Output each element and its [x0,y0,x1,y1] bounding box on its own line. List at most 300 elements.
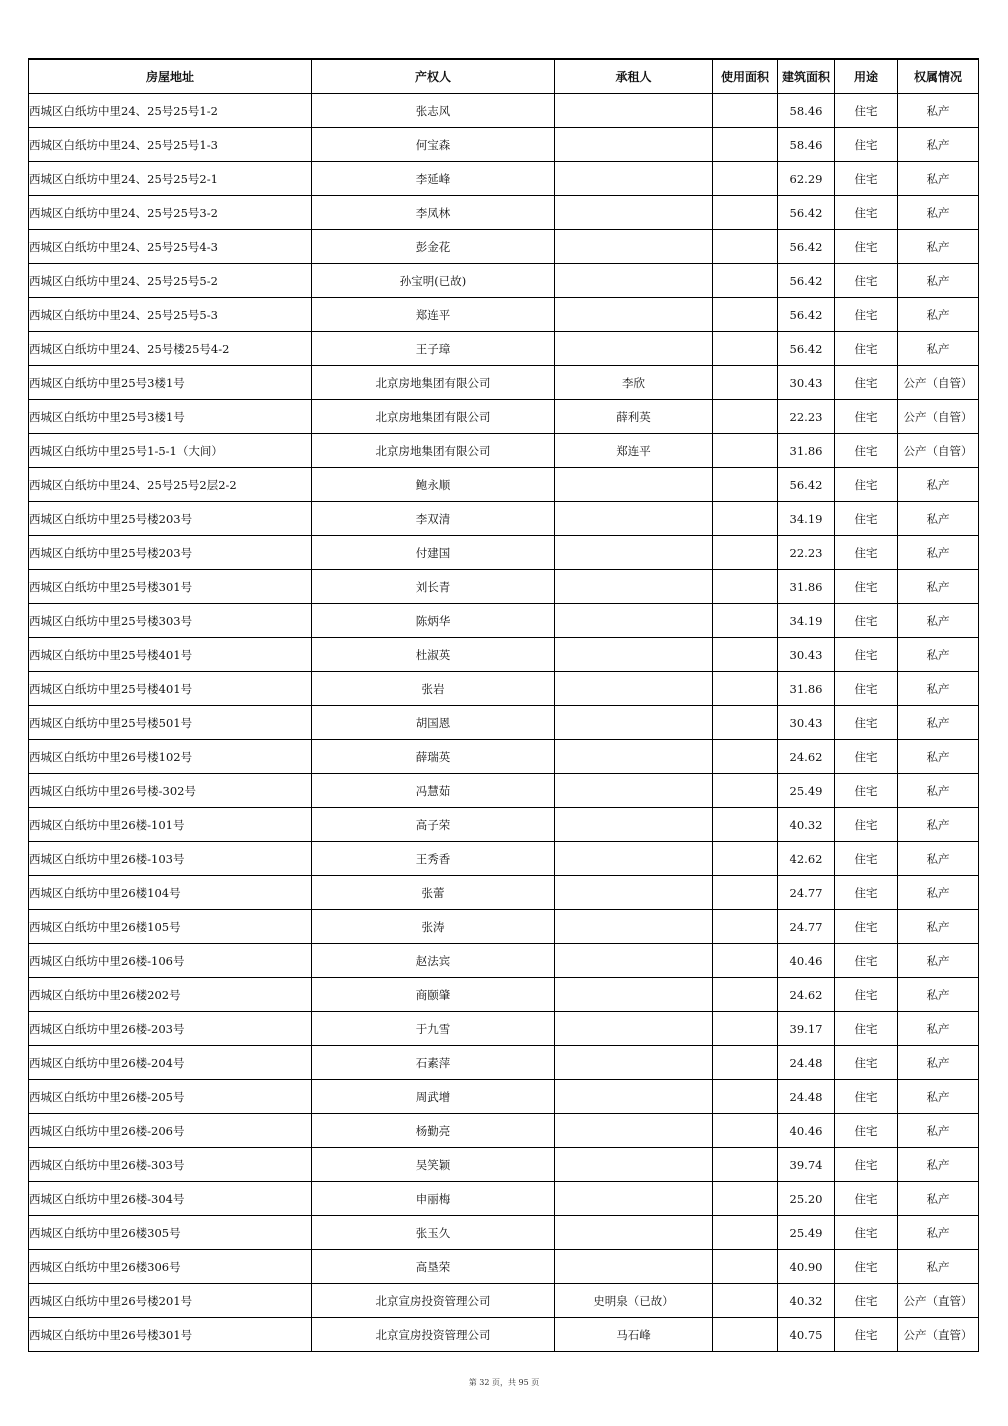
cell-building-area: 25.49 [778,1216,835,1250]
cell-ownership: 私产 [898,1250,979,1284]
cell-tenant [555,1012,713,1046]
cell-ownership: 私产 [898,672,979,706]
cell-building-area: 62.29 [778,162,835,196]
cell-owner: 何宝森 [312,128,555,162]
table-row [29,842,979,876]
cell-use-area [713,876,778,910]
cell-owner: 张志风 [312,94,555,128]
cell-tenant [555,162,713,196]
cell-building-area: 40.46 [778,1114,835,1148]
cell-address: 西城区白纸坊中里26楼-205号 [29,1080,312,1114]
table-row [29,706,979,740]
cell-purpose: 住宅 [835,536,898,570]
cell-building-area: 30.43 [778,706,835,740]
table-row [29,264,979,298]
table-body [29,94,979,1352]
table-row [29,434,979,468]
cell-owner: 张蕾 [312,876,555,910]
cell-owner: 北京房地集团有限公司 [312,366,555,400]
cell-building-area: 24.62 [778,978,835,1012]
cell-building-area: 31.86 [778,434,835,468]
cell-building-area: 56.42 [778,264,835,298]
cell-tenant [555,570,713,604]
cell-purpose: 住宅 [835,366,898,400]
table-row [29,230,979,264]
cell-use-area [713,502,778,536]
cell-tenant [555,672,713,706]
cell-purpose: 住宅 [835,332,898,366]
cell-building-area: 34.19 [778,604,835,638]
cell-ownership: 私产 [898,536,979,570]
cell-purpose: 住宅 [835,842,898,876]
cell-tenant: 史明泉（已故） [555,1284,713,1318]
cell-ownership: 公产（自管） [898,434,979,468]
table-row [29,944,979,978]
cell-purpose: 住宅 [835,1182,898,1216]
cell-purpose: 住宅 [835,1114,898,1148]
cell-building-area: 58.46 [778,94,835,128]
cell-tenant [555,128,713,162]
cell-ownership: 私产 [898,298,979,332]
cell-owner: 王秀香 [312,842,555,876]
cell-tenant [555,706,713,740]
cell-ownership: 私产 [898,910,979,944]
cell-owner: 薛瑞英 [312,740,555,774]
table-row [29,672,979,706]
cell-address: 西城区白纸坊中里26楼202号 [29,978,312,1012]
cell-purpose: 住宅 [835,876,898,910]
cell-use-area [713,1114,778,1148]
cell-ownership: 私产 [898,230,979,264]
cell-purpose: 住宅 [835,808,898,842]
property-table [28,58,979,1352]
cell-use-area [713,774,778,808]
table-row [29,162,979,196]
cell-purpose: 住宅 [835,638,898,672]
cell-ownership: 私产 [898,808,979,842]
cell-tenant [555,978,713,1012]
cell-purpose: 住宅 [835,570,898,604]
table-row [29,400,979,434]
cell-ownership: 私产 [898,1080,979,1114]
cell-purpose: 住宅 [835,672,898,706]
cell-ownership: 私产 [898,1046,979,1080]
cell-building-area: 31.86 [778,570,835,604]
cell-address: 西城区白纸坊中里25号楼303号 [29,604,312,638]
cell-ownership: 私产 [898,1216,979,1250]
cell-tenant [555,604,713,638]
cell-use-area [713,842,778,876]
cell-use-area [713,1046,778,1080]
cell-building-area: 40.90 [778,1250,835,1284]
cell-tenant [555,1182,713,1216]
cell-building-area: 40.46 [778,944,835,978]
cell-purpose: 住宅 [835,1148,898,1182]
cell-use-area [713,434,778,468]
cell-address: 西城区白纸坊中里25号3楼1号 [29,400,312,434]
cell-building-area: 56.42 [778,196,835,230]
cell-ownership: 私产 [898,570,979,604]
cell-building-area: 39.17 [778,1012,835,1046]
cell-purpose: 住宅 [835,400,898,434]
cell-owner: 北京宣房投资管理公司 [312,1318,555,1352]
cell-purpose: 住宅 [835,162,898,196]
table-row [29,366,979,400]
cell-ownership: 私产 [898,978,979,1012]
header-building-area: 建筑面积 [778,59,835,94]
cell-purpose: 住宅 [835,1216,898,1250]
header-address: 房屋地址 [29,59,312,94]
table-row [29,1250,979,1284]
cell-ownership: 私产 [898,1148,979,1182]
cell-address: 西城区白纸坊中里25号楼401号 [29,672,312,706]
cell-use-area [713,1012,778,1046]
cell-building-area: 56.42 [778,332,835,366]
cell-purpose: 住宅 [835,1046,898,1080]
table-row [29,774,979,808]
cell-ownership: 私产 [898,706,979,740]
table-row [29,94,979,128]
cell-purpose: 住宅 [835,94,898,128]
cell-ownership: 私产 [898,638,979,672]
header-owner: 产权人 [312,59,555,94]
cell-building-area: 22.23 [778,536,835,570]
cell-ownership: 私产 [898,1114,979,1148]
cell-building-area: 22.23 [778,400,835,434]
cell-owner: 张玉久 [312,1216,555,1250]
cell-owner: 杜淑英 [312,638,555,672]
cell-address: 西城区白纸坊中里26楼306号 [29,1250,312,1284]
cell-ownership: 私产 [898,264,979,298]
cell-address: 西城区白纸坊中里26楼305号 [29,1216,312,1250]
cell-owner: 张涛 [312,910,555,944]
cell-owner: 孙宝明(已故) [312,264,555,298]
cell-owner: 商颐肇 [312,978,555,1012]
cell-owner: 杨勤亮 [312,1114,555,1148]
table-row [29,740,979,774]
cell-building-area: 30.43 [778,366,835,400]
cell-ownership: 私产 [898,468,979,502]
cell-owner: 陈炳华 [312,604,555,638]
cell-building-area: 30.43 [778,638,835,672]
cell-tenant [555,1148,713,1182]
cell-address: 西城区白纸坊中里25号3楼1号 [29,366,312,400]
cell-purpose: 住宅 [835,1250,898,1284]
cell-tenant: 马石峰 [555,1318,713,1352]
cell-purpose: 住宅 [835,1080,898,1114]
cell-tenant [555,298,713,332]
table-row [29,1148,979,1182]
cell-owner: 于九雪 [312,1012,555,1046]
cell-purpose: 住宅 [835,740,898,774]
cell-address: 西城区白纸坊中里24、25号25号1-3 [29,128,312,162]
cell-address: 西城区白纸坊中里24、25号25号5-3 [29,298,312,332]
table-row [29,196,979,230]
table-row [29,298,979,332]
cell-use-area [713,1148,778,1182]
cell-owner: 高子荣 [312,808,555,842]
cell-use-area [713,536,778,570]
cell-owner: 冯慧茹 [312,774,555,808]
cell-address: 西城区白纸坊中里26楼-206号 [29,1114,312,1148]
cell-ownership: 公产（直管） [898,1318,979,1352]
table-row [29,128,979,162]
cell-purpose: 住宅 [835,706,898,740]
cell-ownership: 私产 [898,128,979,162]
cell-address: 西城区白纸坊中里26楼-101号 [29,808,312,842]
cell-ownership: 私产 [898,876,979,910]
cell-building-area: 24.62 [778,740,835,774]
cell-purpose: 住宅 [835,774,898,808]
cell-purpose: 住宅 [835,434,898,468]
cell-owner: 赵法宾 [312,944,555,978]
cell-building-area: 24.48 [778,1080,835,1114]
cell-tenant [555,1080,713,1114]
cell-building-area: 40.32 [778,808,835,842]
cell-purpose: 住宅 [835,230,898,264]
cell-building-area: 56.42 [778,298,835,332]
cell-ownership: 私产 [898,842,979,876]
cell-tenant [555,774,713,808]
cell-ownership: 私产 [898,604,979,638]
table-row [29,1216,979,1250]
cell-purpose: 住宅 [835,196,898,230]
cell-ownership: 私产 [898,1182,979,1216]
cell-address: 西城区白纸坊中里26楼-203号 [29,1012,312,1046]
cell-purpose: 住宅 [835,468,898,502]
property-register-sheet [28,58,978,1352]
cell-use-area [713,706,778,740]
cell-tenant [555,264,713,298]
cell-use-area [713,808,778,842]
cell-address: 西城区白纸坊中里24、25号楼25号4-2 [29,332,312,366]
cell-building-area: 24.77 [778,876,835,910]
cell-owner: 彭金花 [312,230,555,264]
cell-address: 西城区白纸坊中里26楼-204号 [29,1046,312,1080]
table-row [29,1114,979,1148]
cell-building-area: 56.42 [778,230,835,264]
cell-use-area [713,1216,778,1250]
cell-use-area [713,1318,778,1352]
cell-tenant [555,1114,713,1148]
cell-owner: 高垦荣 [312,1250,555,1284]
cell-owner: 付建国 [312,536,555,570]
header-use-area: 使用面积 [713,59,778,94]
cell-tenant: 李欣 [555,366,713,400]
cell-owner: 周武增 [312,1080,555,1114]
cell-address: 西城区白纸坊中里25号楼501号 [29,706,312,740]
cell-use-area [713,366,778,400]
cell-owner: 李凤林 [312,196,555,230]
table-row [29,604,979,638]
cell-tenant [555,876,713,910]
cell-address: 西城区白纸坊中里24、25号25号1-2 [29,94,312,128]
cell-ownership: 私产 [898,332,979,366]
cell-address: 西城区白纸坊中里25号楼301号 [29,570,312,604]
table-row [29,808,979,842]
table-row [29,1080,979,1114]
cell-use-area [713,1182,778,1216]
cell-purpose: 住宅 [835,910,898,944]
cell-use-area [713,944,778,978]
table-row [29,1284,979,1318]
table-row [29,638,979,672]
cell-use-area [713,740,778,774]
cell-address: 西城区白纸坊中里24、25号25号5-2 [29,264,312,298]
cell-purpose: 住宅 [835,978,898,1012]
cell-ownership: 私产 [898,502,979,536]
cell-address: 西城区白纸坊中里26楼-303号 [29,1148,312,1182]
cell-use-area [713,1250,778,1284]
cell-use-area [713,672,778,706]
cell-tenant [555,910,713,944]
cell-ownership: 公产（自管） [898,400,979,434]
cell-owner: 北京房地集团有限公司 [312,400,555,434]
cell-tenant [555,808,713,842]
table-row [29,1046,979,1080]
cell-use-area [713,1080,778,1114]
cell-use-area [713,910,778,944]
cell-ownership: 私产 [898,774,979,808]
cell-tenant [555,1216,713,1250]
cell-building-area: 39.74 [778,1148,835,1182]
header-purpose: 用途 [835,59,898,94]
cell-use-area [713,128,778,162]
cell-use-area [713,94,778,128]
cell-tenant [555,536,713,570]
cell-ownership: 私产 [898,196,979,230]
cell-use-area [713,298,778,332]
cell-address: 西城区白纸坊中里24、25号25号2-1 [29,162,312,196]
cell-tenant [555,332,713,366]
cell-tenant [555,944,713,978]
cell-purpose: 住宅 [835,502,898,536]
table-row [29,978,979,1012]
cell-address: 西城区白纸坊中里24、25号25号3-2 [29,196,312,230]
cell-building-area: 24.77 [778,910,835,944]
cell-ownership: 公产（自管） [898,366,979,400]
cell-ownership: 公产（直管） [898,1284,979,1318]
cell-use-area [713,332,778,366]
cell-tenant [555,230,713,264]
table-row [29,876,979,910]
cell-owner: 申丽梅 [312,1182,555,1216]
cell-purpose: 住宅 [835,1012,898,1046]
cell-ownership: 私产 [898,944,979,978]
cell-building-area: 40.75 [778,1318,835,1352]
cell-address: 西城区白纸坊中里25号楼203号 [29,536,312,570]
table-row [29,536,979,570]
cell-use-area [713,230,778,264]
cell-address: 西城区白纸坊中里26号楼301号 [29,1318,312,1352]
cell-ownership: 私产 [898,94,979,128]
cell-address: 西城区白纸坊中里26楼105号 [29,910,312,944]
cell-ownership: 私产 [898,1012,979,1046]
cell-tenant: 郑连平 [555,434,713,468]
cell-building-area: 42.62 [778,842,835,876]
cell-owner: 张岩 [312,672,555,706]
cell-owner: 北京房地集团有限公司 [312,434,555,468]
cell-address: 西城区白纸坊中里26楼-103号 [29,842,312,876]
cell-owner: 胡国恩 [312,706,555,740]
header-tenant: 承租人 [555,59,713,94]
cell-use-area [713,1284,778,1318]
cell-building-area: 34.19 [778,502,835,536]
cell-address: 西城区白纸坊中里25号1-5-1（大间） [29,434,312,468]
cell-address: 西城区白纸坊中里24、25号25号4-3 [29,230,312,264]
table-row [29,502,979,536]
cell-use-area [713,978,778,1012]
cell-owner: 郑连平 [312,298,555,332]
cell-tenant [555,842,713,876]
cell-owner: 鲍永顺 [312,468,555,502]
cell-tenant [555,468,713,502]
table-row [29,468,979,502]
cell-ownership: 私产 [898,740,979,774]
cell-tenant [555,1250,713,1284]
cell-tenant: 薛利英 [555,400,713,434]
cell-use-area [713,264,778,298]
cell-tenant [555,740,713,774]
cell-purpose: 住宅 [835,298,898,332]
cell-tenant [555,196,713,230]
cell-building-area: 40.32 [778,1284,835,1318]
cell-building-area: 24.48 [778,1046,835,1080]
cell-building-area: 25.20 [778,1182,835,1216]
cell-owner: 吴笑颖 [312,1148,555,1182]
table-header-row [29,59,979,94]
cell-address: 西城区白纸坊中里26楼104号 [29,876,312,910]
cell-use-area [713,162,778,196]
page-number-footer: 第 32 页，共 95 页 [468,1378,540,1387]
cell-purpose: 住宅 [835,944,898,978]
cell-building-area: 31.86 [778,672,835,706]
table-row [29,1182,979,1216]
cell-use-area [713,400,778,434]
cell-building-area: 58.46 [778,128,835,162]
cell-address: 西城区白纸坊中里24、25号25号2层2-2 [29,468,312,502]
cell-building-area: 25.49 [778,774,835,808]
cell-tenant [555,1046,713,1080]
cell-use-area [713,196,778,230]
cell-address: 西城区白纸坊中里25号楼203号 [29,502,312,536]
cell-use-area [713,604,778,638]
cell-use-area [713,570,778,604]
table-row [29,332,979,366]
cell-purpose: 住宅 [835,604,898,638]
cell-tenant [555,638,713,672]
cell-building-area: 56.42 [778,468,835,502]
cell-purpose: 住宅 [835,128,898,162]
cell-tenant [555,94,713,128]
cell-address: 西城区白纸坊中里26号楼201号 [29,1284,312,1318]
cell-tenant [555,502,713,536]
cell-address: 西城区白纸坊中里26楼-106号 [29,944,312,978]
table-row [29,570,979,604]
cell-purpose: 住宅 [835,1284,898,1318]
cell-owner: 北京宣房投资管理公司 [312,1284,555,1318]
cell-address: 西城区白纸坊中里26号楼-302号 [29,774,312,808]
header-ownership: 权属情况 [898,59,979,94]
cell-purpose: 住宅 [835,1318,898,1352]
cell-owner: 王子璋 [312,332,555,366]
cell-use-area [713,468,778,502]
table-row [29,1012,979,1046]
cell-owner: 李延峰 [312,162,555,196]
cell-address: 西城区白纸坊中里26楼-304号 [29,1182,312,1216]
cell-address: 西城区白纸坊中里26号楼102号 [29,740,312,774]
table-row [29,1318,979,1352]
